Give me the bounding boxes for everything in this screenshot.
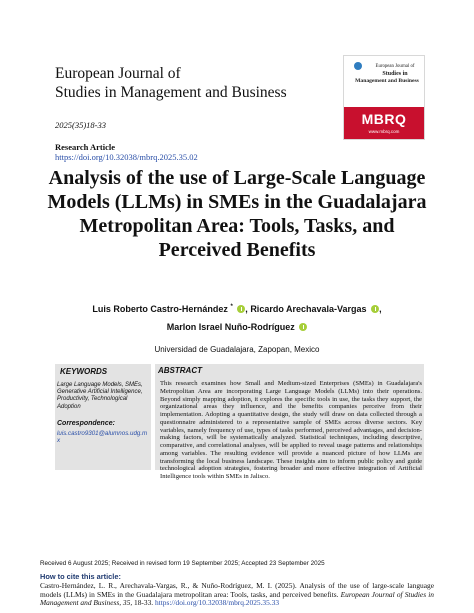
cover-line3: Management and Business bbox=[355, 78, 419, 84]
citation-doi-link[interactable]: https://doi.org/10.32038/mbrq.2025.35.33 bbox=[154, 598, 280, 608]
journal-cover-image bbox=[343, 55, 425, 140]
cover-brand: MBRQ bbox=[361, 111, 407, 127]
correspondence-heading: Correspondence: bbox=[57, 420, 115, 427]
citation-body: Castro-Hernández, L. R., Arechavala-Vargas, R., & Nuño-Rodríguez, M. I. (2025). Analysis of the use of large-scale language models (LLMs) in SMEs in the Guadalajara metropolitan area: Tools, tasks, and perceived benefits. bbox=[40, 581, 434, 599]
citation-text bbox=[40, 582, 434, 608]
article-title: Analysis of the use of Large-Scale Language Models (LLMs) in SMEs in the Guadalajara Metropolitan Area: Tools, Tasks, and Perceived Benefits bbox=[47, 167, 427, 261]
corresponding-author-mark: * bbox=[230, 304, 233, 310]
abstract-heading: ABSTRACT bbox=[158, 366, 202, 375]
volume-pages: 2025(35)18-33 bbox=[55, 120, 106, 130]
affiliation: Universidad de Guadalajara, Zapopan, Mexico bbox=[154, 345, 320, 354]
keywords-text: Large Language Models, SMEs, Generative Artificial Intelligence, Productivity, Technological Adoption bbox=[57, 382, 143, 410]
citation-heading: How to cite this article: bbox=[40, 572, 121, 581]
author-2: Ricardo Arechavala-Vargas bbox=[250, 304, 367, 314]
orcid-icon[interactable] bbox=[299, 323, 307, 331]
journal-title-line2: Studies in Management and Business bbox=[55, 84, 287, 101]
doi-link[interactable]: https://doi.org/10.32038/mbrq.2025.35.02 bbox=[55, 152, 198, 162]
citation-pages: 18-33. bbox=[132, 598, 154, 608]
cover-url: www.mbrq.com bbox=[368, 129, 400, 134]
keywords-panel bbox=[55, 364, 151, 470]
citation-journal: European Journal of Studies in Management and Business, 35, bbox=[40, 589, 434, 608]
cover-line1: European Journal of bbox=[375, 64, 415, 69]
cover-line2: Studies in bbox=[382, 71, 408, 77]
correspondence-email[interactable]: luis.castro9301@alumnos.udg.mx bbox=[57, 430, 148, 445]
author-1: Luis Roberto Castro-Hernández bbox=[92, 304, 228, 314]
author-3: Marlon Israel Nuño-Rodríguez bbox=[166, 322, 295, 332]
orcid-icon[interactable] bbox=[371, 305, 379, 313]
cover-brand-band bbox=[344, 107, 424, 139]
journal-title-line1: European Journal of bbox=[55, 65, 181, 82]
journal-title bbox=[55, 64, 287, 102]
journal-logo-icon bbox=[354, 62, 362, 70]
article-dates: Received 6 August 2025; Received in revised form 19 September 2025; Accepted 23 September 2025 bbox=[40, 560, 325, 567]
article-type: Research Article bbox=[55, 142, 116, 152]
orcid-icon[interactable] bbox=[237, 305, 245, 313]
keywords-heading: KEYWORDS bbox=[60, 367, 108, 376]
abstract-text: This research examines how Small and Medium-sized Enterprises (SMEs) in Guadalajara's Metropolitan Area are incorporating Large Language Models (LLMs) into their operations. Beyond simply mapping adoption, it explores the specific tools in use, the tasks they support, the organizational areas they influence, and the benefits companies perceive from their implementation. Adopting a quantitative design, the study will draw on data collected through a questionnaire administered to a representative sample of SMEs across diverse sectors. Key variables, namely frequency of use, types of tasks performed, perceived advantages, and decision-making factors, will be systematically analyzed. Statistical techniques, including descriptive, comparative, and correlational analyses, will be applied to reveal usage patterns and relationships among variables. The resulting evidence will provide a nuanced picture of how LLMs are transforming the local business landscape. These insights aim to inform public policy and guide technological adoption strategies, fostering broader and more effective integration of Artificial Intelligence tools within SMEs in Jalisco. bbox=[160, 380, 422, 480]
author-list: Luis Roberto Castro-Hernández * , Ricardo Arechavala-Vargas , Marlon Israel Nuño-Rodríguez bbox=[92, 304, 382, 332]
